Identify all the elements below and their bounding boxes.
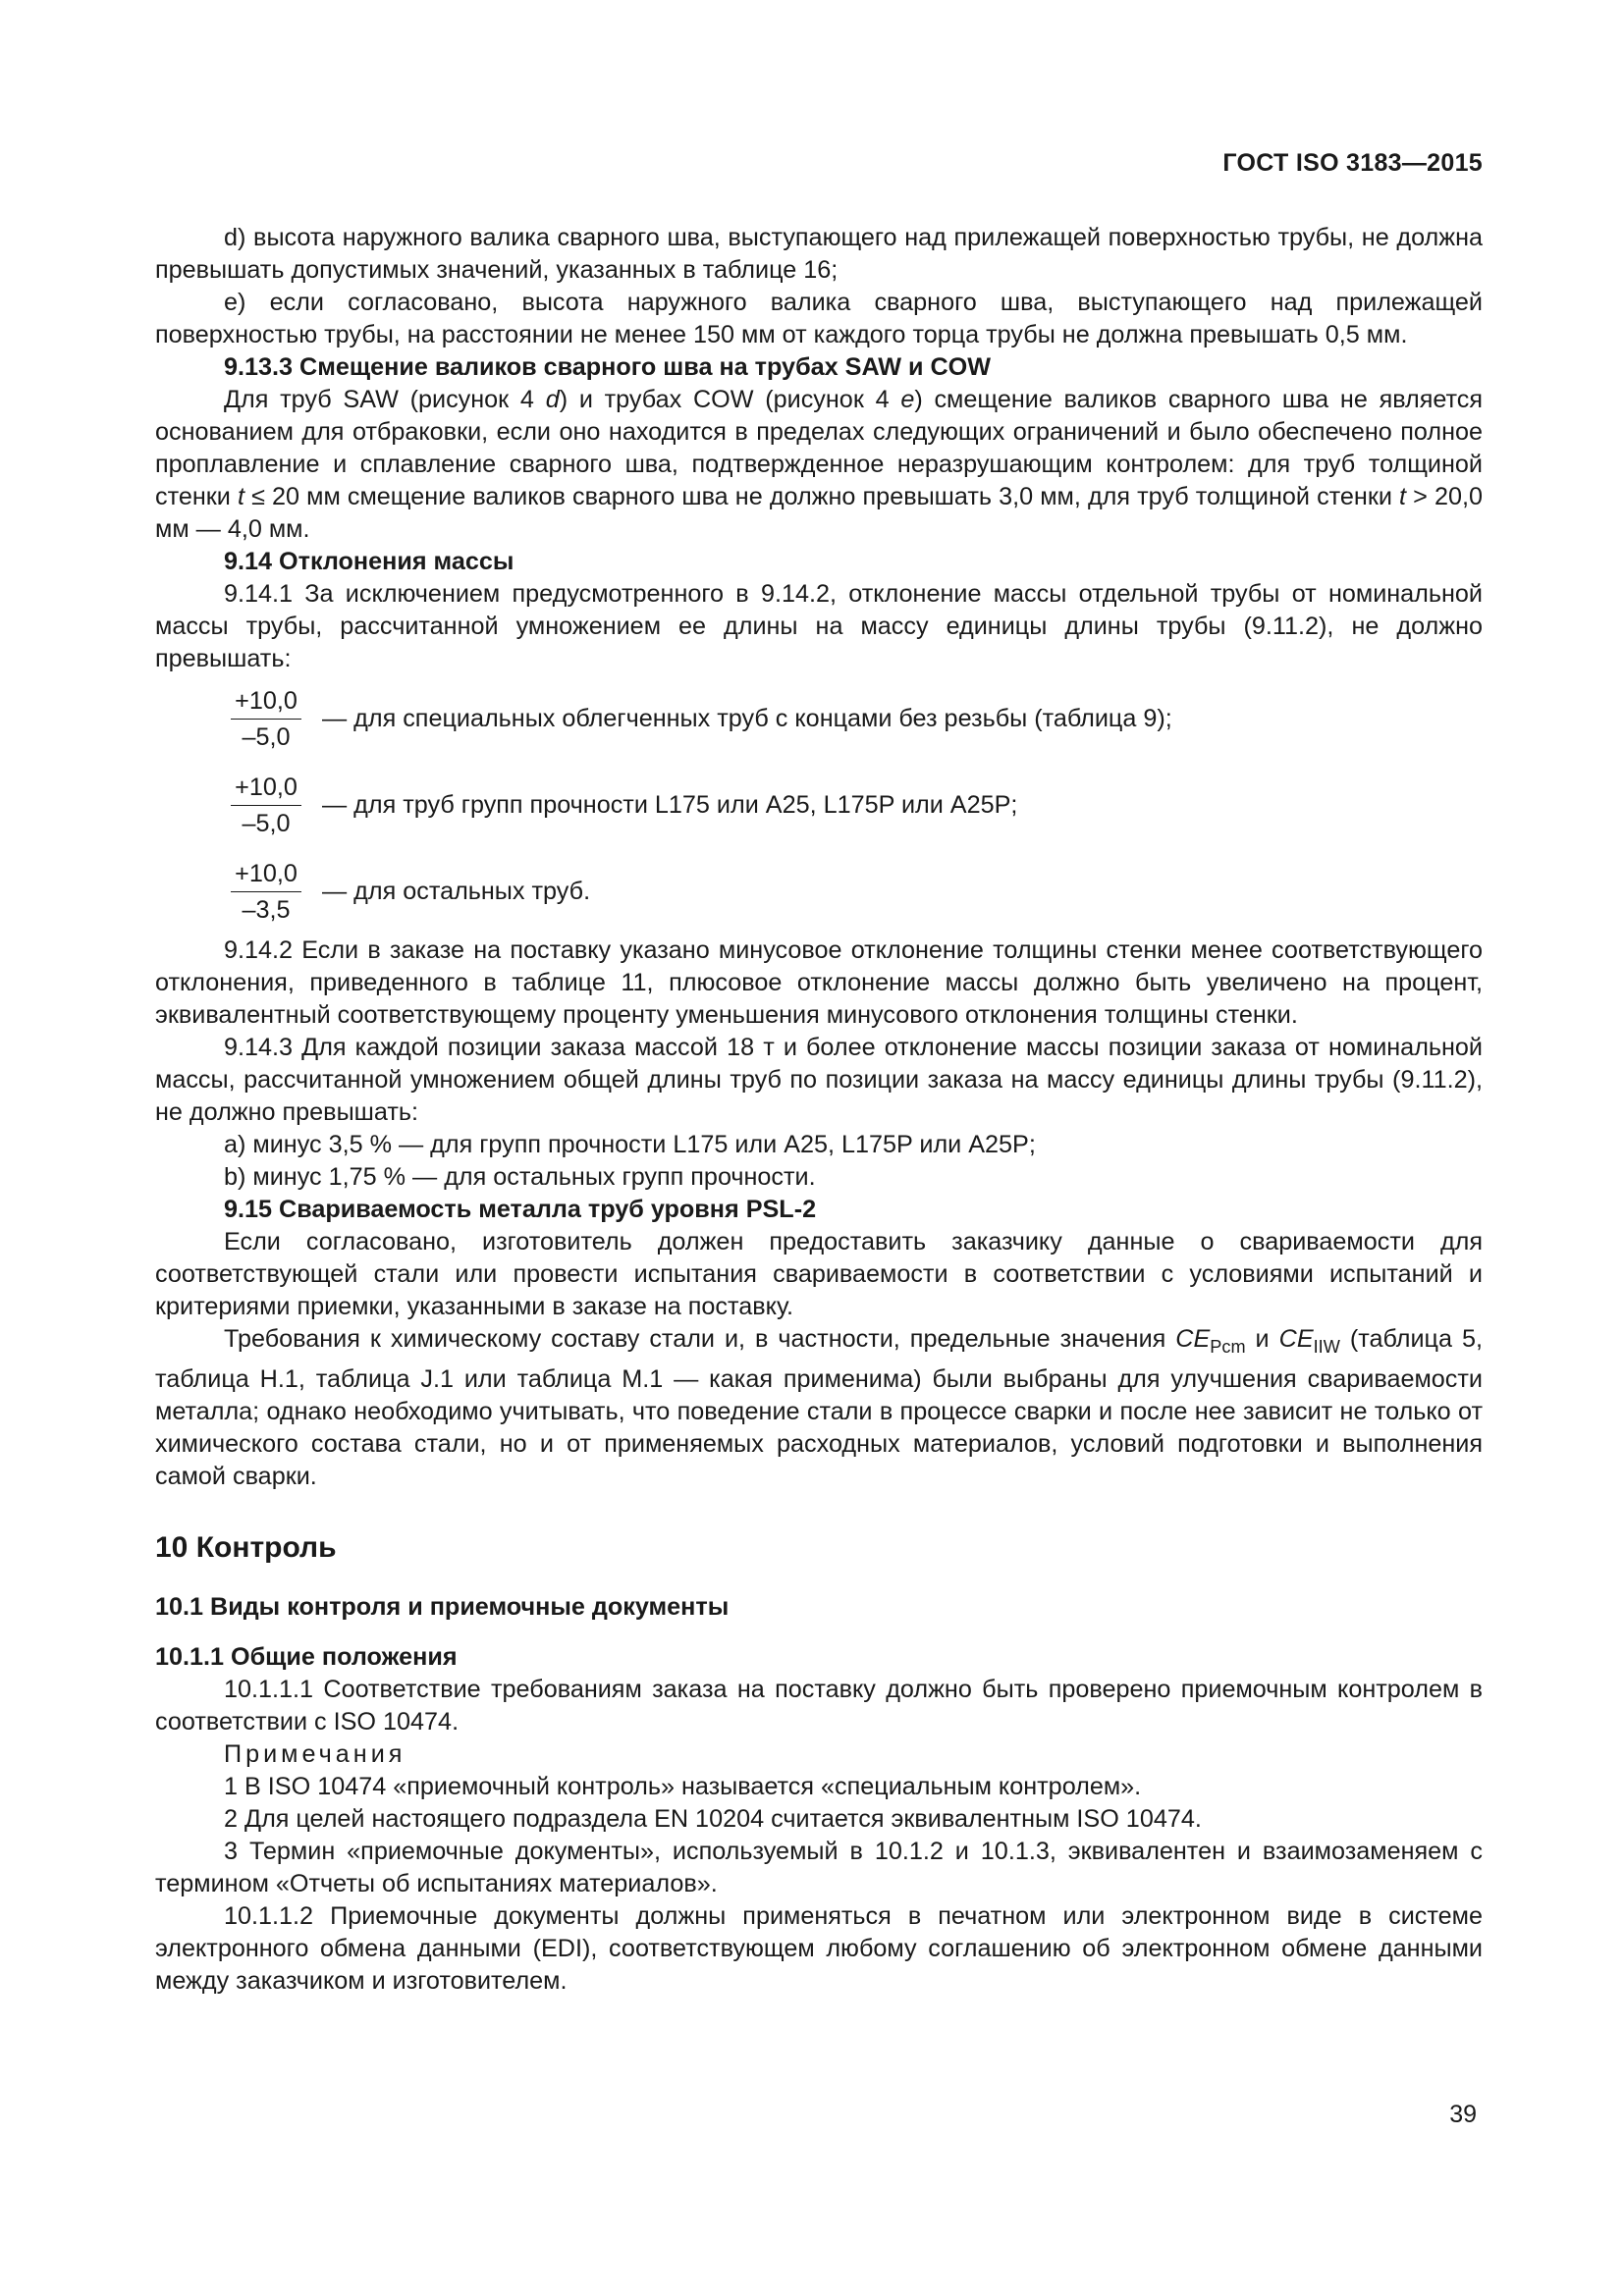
note-2: 2 Для целей настоящего подраздела EN 10204 считается эквивалентным ISO 10474. — [224, 1805, 1202, 1834]
heading-10-1: 10.1 Виды контроля и приемочные документы — [155, 1593, 730, 1622]
document-header: ГОСТ ISO 3183—2015 — [1222, 149, 1483, 177]
paragraph-9-13-3: Для труб SAW (рисунок 4 d) и трубах COW (рисунок 4 e) смещение валиков сварного шва не является основанием для отбраковки, если оно находится в пределах следующих ограничений и было обеспечено полное проплавление и сплавление сварного шва, подтвержденное неразрушающим контролем: для труб толщиной стенки t ≤ 20 мм смещение валиков сварного шва не должно превышать 3,0 мм, для труб толщиной стенки t > 20,0 мм — 4,0 мм. — [155, 386, 1484, 543]
heading-9-13-3: 9.13.3 Смещение валиков сварного шва на трубах SAW и COW — [224, 353, 992, 381]
formula-1 — [226, 675, 1483, 762]
paragraph-9-14-2: 9.14.2 Если в заказе на поставку указано минусовое отклонение толщины стенки менее соответствующего отклонения, приведенного в таблице 11, плюсовое отклонение массы должно быть увеличено на процент, эквивалентный соответствующему проценту уменьшения минусового отклонения толщины стенки. — [155, 936, 1483, 1029]
formula-text: — для специальных облегченных труб с концами без резьбы (таблица 9); — [322, 704, 1172, 732]
page-number: 39 — [1449, 2101, 1477, 2128]
heading-section-10: 10 Контроль — [155, 1531, 337, 1565]
document-body — [155, 222, 1483, 1998]
note-3: 3 Термин «приемочные документы», используемый в 10.1.2 и 10.1.3, эквивалентен и взаимозаменяем с термином «Отчеты об испытаниях материалов». — [155, 1838, 1483, 1898]
fraction: $\frac{+10,0}{-5,0}$ — [226, 770, 306, 841]
formula-text: — для остальных труб. — [322, 877, 591, 905]
notes-label: Примечания — [224, 1740, 406, 1769]
list-item-a: a) минус 3,5 % — для групп прочности L175 или A25, L175P или A25P; — [224, 1131, 1036, 1158]
paragraph-d: d) высота наружного валика сварного шва, выступающего над прилежащей поверхностью трубы, не должна превышать допустимых значений, указанных в таблице 16; — [155, 224, 1483, 284]
heading-10-1-1: 10.1.1 Общие положения — [155, 1643, 458, 1672]
formula-2 — [226, 762, 1483, 848]
paragraph-9-14-3: 9.14.3 Для каждой позиции заказа массой 18 т и более отклонение массы позиции заказа от номинальной массы, рассчитанной умножением общей длины труб по позиции заказа на массу единицы длины трубы (9.11.2), не должно превышать: — [155, 1034, 1483, 1126]
list-item-b: b) минус 1,75 % — для остальных групп прочности. — [224, 1163, 816, 1191]
formula-3 — [226, 848, 1483, 934]
paragraph-10-1-1-2: 10.1.1.2 Приемочные документы должны применяться в печатном или электронном виде в системе электронного обмена данными (EDI), соответствующем любому соглашению об электронном обмене данными между заказчиком и изготовителем. — [155, 1902, 1483, 1996]
paragraph-e: e) если согласовано, высота наружного валика сварного шва, выступающего над прилежащей поверхностью трубы, на расстоянии не менее 150 мм от каждого торца трубы не должна превышать 0,5 мм. — [155, 289, 1483, 348]
paragraph-9-15-1: Если согласовано, изготовитель должен предоставить заказчику данные о свариваемости для соответствующей стали или провести испытания свариваемости в соответствии с условиями испытаний и критериями приемки, указанными в заказе на поставку. — [155, 1228, 1483, 1320]
paragraph-9-15-2: Требования к химическому составу стали и, в частности, предельные значения $CE_{Pcm}$ и $CE_{IIW}$ (таблица 5, таблица H.1, таблица J.1 или таблица M.1 — какая применима) были выбраны для улучшения свариваемости металла; однако необходимо учитывать, что поведение стали в процессе сварки и после нее зависит не только от химического состава стали, но и от применяемых расходных материалов, условий подготовки и выполнения самой сварки. — [155, 1325, 1483, 1491]
note-1: 1 В ISO 10474 «приемочный контроль» называется «специальным контролем». — [224, 1773, 1142, 1801]
paragraph-9-14-1: 9.14.1 За исключением предусмотренного в 9.14.2, отклонение массы отдельной трубы от номинальной массы трубы, рассчитанной умножением ее длины на массу единицы длины трубы (9.11.2), не должно превышать: — [155, 580, 1483, 672]
formula-text: — для труб групп прочности L175 или A25, L175P или A25P; — [322, 790, 1018, 819]
heading-9-15: 9.15 Свариваемость металла труб уровня PSL-2 — [224, 1196, 817, 1223]
fraction: $\frac{+10,0}{-5,0}$ — [226, 683, 306, 755]
fraction: $\frac{+10,0}{-3,5}$ — [226, 856, 306, 928]
heading-9-14: 9.14 Отклонения массы — [224, 548, 514, 575]
paragraph-10-1-1-1: 10.1.1.1 Соответствие требованиям заказа на поставку должно быть проверено приемочным контролем в соответствии с ISO 10474. — [155, 1676, 1483, 1736]
